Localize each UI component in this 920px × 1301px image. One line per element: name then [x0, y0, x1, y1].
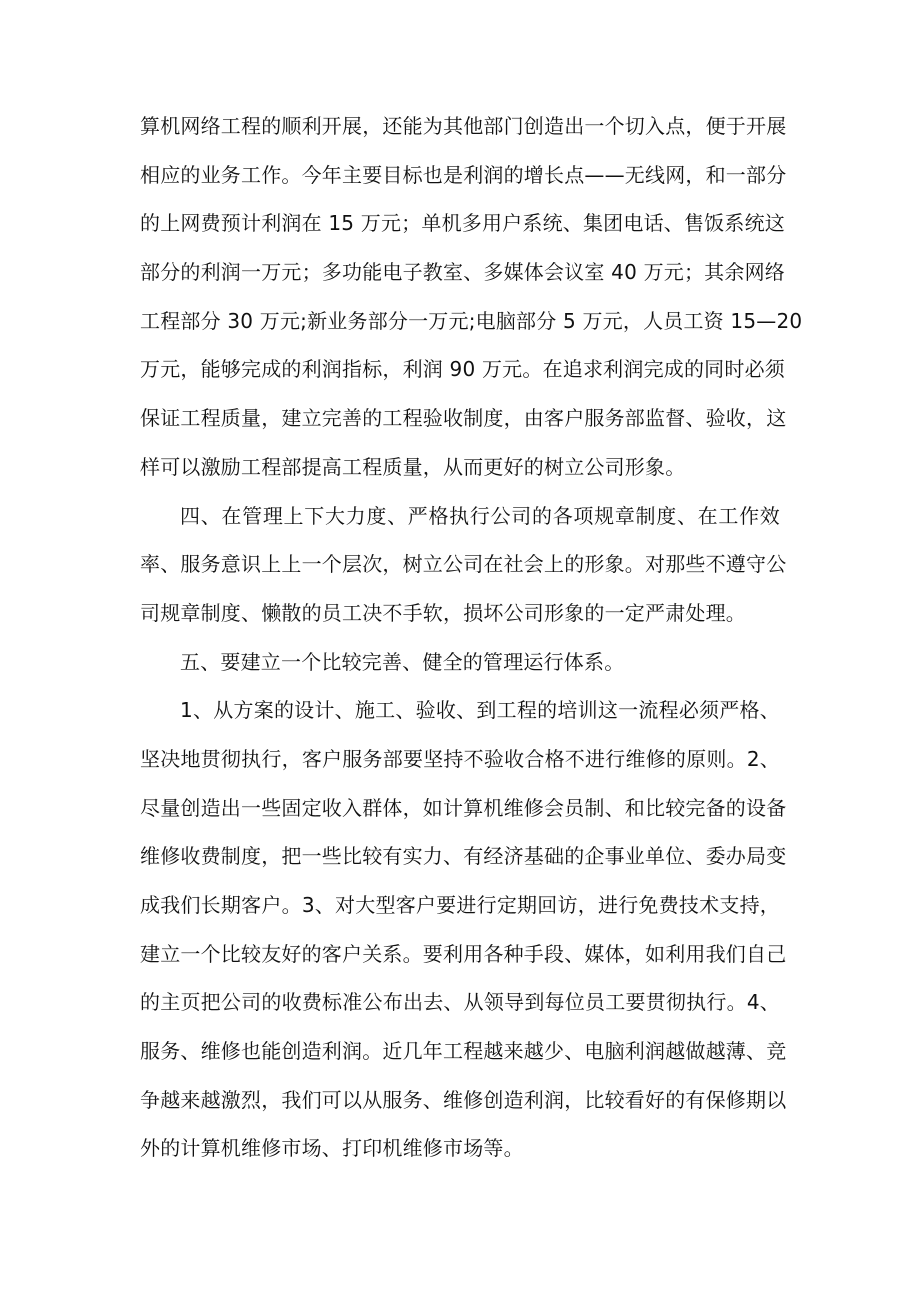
text-line: 样可以激励工程部提高工程质量，从而更好的树立公司形象。 — [140, 454, 686, 479]
text-line: 建立一个比较友好的客户关系。要利用各种手段、媒体，如利用我们自己 — [140, 941, 787, 966]
text-line: 成我们长期客户。3、对大型客户要进行定期回访，进行免费技术支持， — [140, 893, 780, 917]
text-line: 1、从方案的设计、施工、验收、到工程的培训这一流程必须严格、 — [180, 698, 780, 723]
text-line: 五、要建立一个比较完善、健全的管理运行体系。 — [180, 649, 625, 674]
text-line: 司规章制度、懒散的员工决不手软，损坏公司形象的一定严肃处理。 — [140, 600, 746, 625]
text-line: 万元，能够完成的利润指标，利润 90 万元。在追求利润完成的同时必须 — [140, 357, 785, 382]
text-line: 率、服务意识上上一个层次，树立公司在社会上的形象。对那些不遵守公 — [140, 552, 787, 577]
text-line: 的主页把公司的收费标准公布出去、从领导到每位员工要贯彻执行。4、 — [140, 990, 780, 1015]
text-line: 保证工程质量，建立完善的工程验收制度，由客户服务部监督、验收，这 — [140, 406, 787, 431]
text-line: 争越来越激烈，我们可以从服务、维修创造利润，比较看好的有保修期以 — [140, 1087, 787, 1112]
text-line: 服务、维修也能创造利润。近几年工程越来越少、电脑利润越做越薄、竞 — [140, 1039, 787, 1064]
text-line: 工程部分 30 万元;新业务部分一万元;电脑部分 5 万元，人员工资 15—20 — [140, 308, 803, 333]
text-line: 维修收费制度，把一些比较有实力、有经济基础的企事业单位、委办局变 — [140, 844, 787, 869]
text-line: 部分的利润一万元；多功能电子教室、多媒体会议室 40 万元；其余网络 — [140, 260, 785, 285]
text-line: 外的计算机维修市场、打印机维修市场等。 — [140, 1136, 524, 1161]
text-line: 算机网络工程的顺利开展，还能为其他部门创造出一个切入点，便于开展 — [140, 114, 787, 138]
text-line: 相应的业务工作。今年主要目标也是利润的增长点——无线网，和一部分 — [140, 162, 787, 187]
text-line: 坚决地贯彻执行，客户服务部要坚持不验收合格不进行维修的原则。2、 — [140, 746, 780, 771]
text-line: 四、在管理上下大力度、严格执行公司的各项规章制度、在工作效 — [180, 503, 780, 528]
document-body — [140, 102, 803, 1173]
text-line: 的上网费预计利润在 15 万元；单机多用户系统、集团电话、售饭系统这 — [140, 211, 785, 236]
text-line: 尽量创造出一些固定收入群体，如计算机维修会员制、和比较完备的设备 — [140, 795, 787, 820]
